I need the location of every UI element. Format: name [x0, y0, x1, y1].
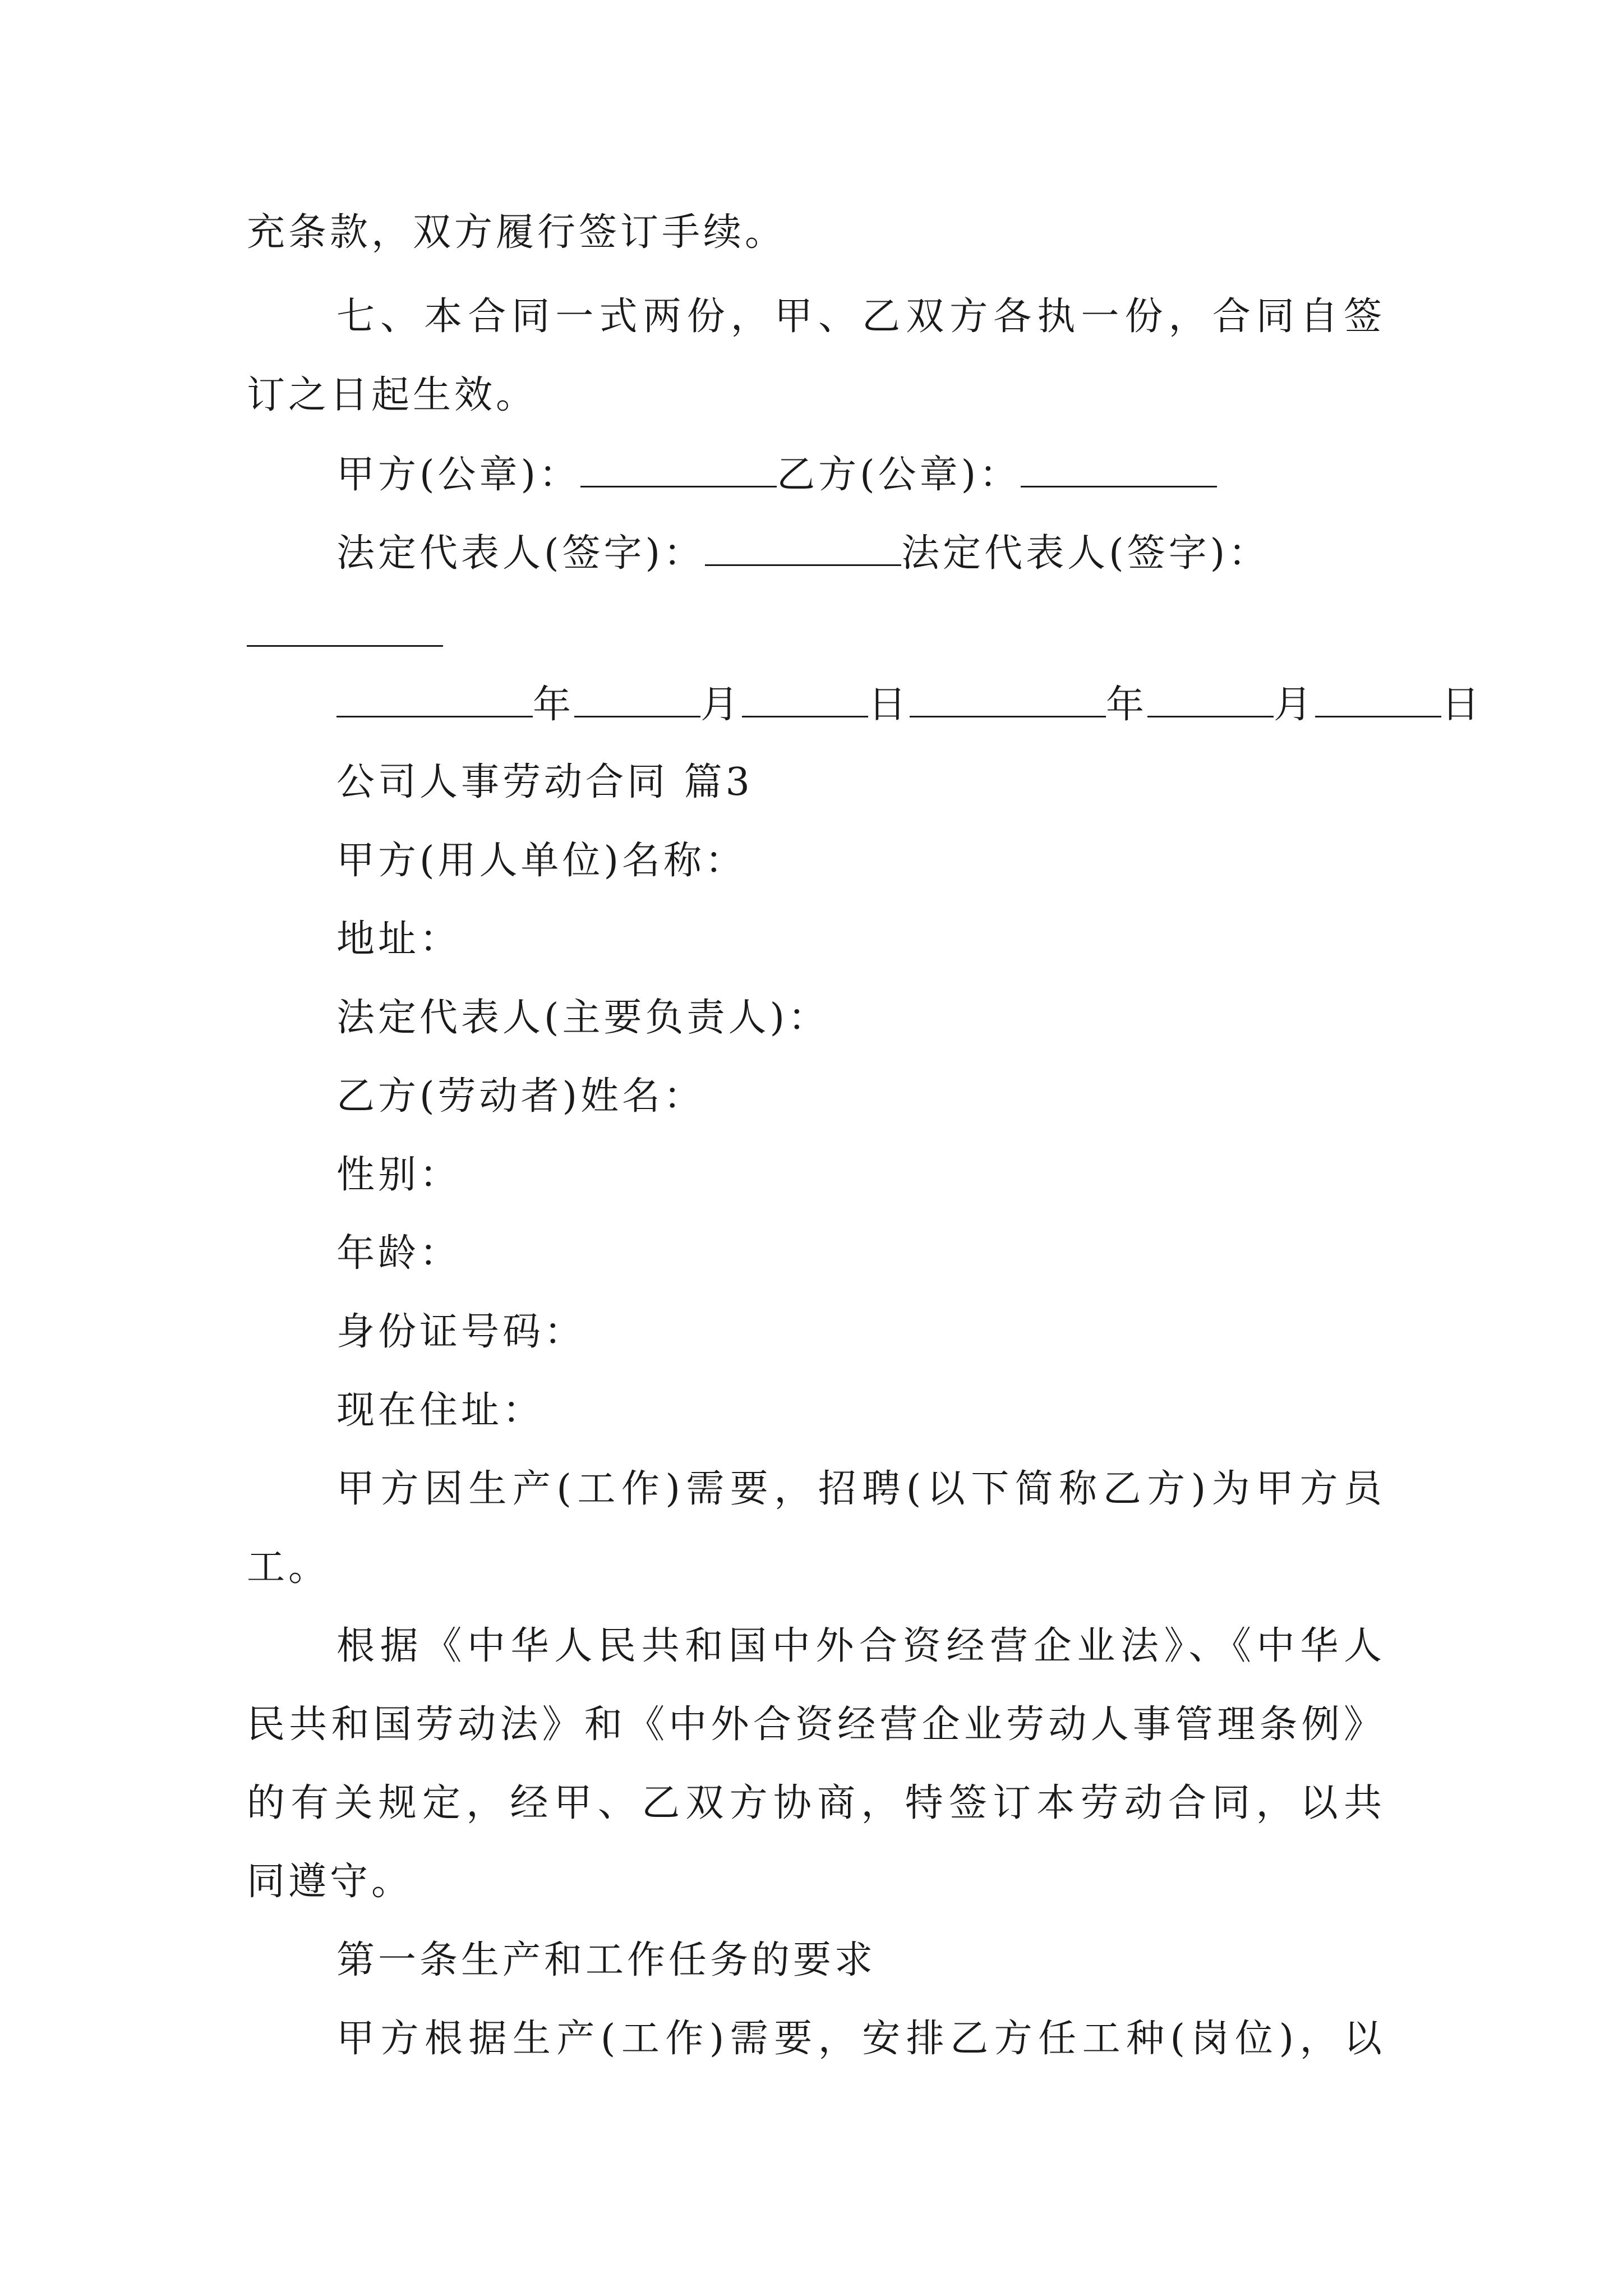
- field-legal-rep: 法定代表人(主要负责人)：: [336, 996, 830, 1040]
- field-id-number: 身份证号码：: [336, 1310, 586, 1354]
- text-line-1: 充条款，双方履行签订手续。: [247, 210, 787, 255]
- field-current-address: 现在住址：: [336, 1388, 545, 1433]
- date-a-month-label: 月: [700, 683, 743, 727]
- seal-line: [336, 449, 1217, 499]
- field-gender: 性别：: [336, 1153, 462, 1197]
- date-a-month-blank[interactable]: [574, 679, 700, 717]
- paragraph-2-line-4: 同遵守。: [247, 1860, 413, 1904]
- party-b-rep-label: 法定代表人(签字)：: [901, 531, 1270, 576]
- date-b-month-label: 月: [1274, 683, 1316, 727]
- paragraph-1-line-1: 甲方因生产(工作)需要，招聘(以下简称乙方)为甲方员: [336, 1467, 1385, 1511]
- field-party-a-name: 甲方(用人单位)名称：: [336, 839, 747, 883]
- date-b-month-blank[interactable]: [1147, 679, 1274, 717]
- article-1-heading: 第一条生产和工作任务的要求: [336, 1938, 877, 1982]
- date-b-year-label: 年: [1106, 683, 1148, 727]
- party-b-rep-blank[interactable]: [247, 645, 443, 647]
- field-address: 地址：: [336, 917, 462, 961]
- section-title: 公司人事劳动合同 篇3: [336, 760, 753, 804]
- field-party-b-name: 乙方(劳动者)姓名：: [336, 1074, 706, 1119]
- date-a-day-blank[interactable]: [742, 679, 868, 717]
- date-a-day-label: 日: [868, 683, 910, 727]
- party-b-seal-label: 乙方(公章)：: [777, 453, 1021, 497]
- party-a-seal-label: 甲方(公章)：: [336, 453, 581, 497]
- date-line: [336, 679, 1483, 729]
- party-a-seal-blank[interactable]: [580, 449, 777, 487]
- date-b-day-label: 日: [1441, 683, 1483, 727]
- party-a-rep-label: 法定代表人(签字)：: [336, 531, 706, 576]
- party-a-rep-blank[interactable]: [705, 527, 901, 566]
- text-line-3: 订之日起生效。: [247, 373, 538, 417]
- text-line-2: 七、本合同一式两份，甲、乙双方各执一份，合同自签: [336, 295, 1385, 339]
- paragraph-3-line-1: 甲方根据生产(工作)需要，安排乙方任工种(岗位)，以: [336, 2017, 1385, 2061]
- paragraph-1-line-2: 工。: [247, 1545, 330, 1590]
- paragraph-2-line-1: 根据《中华人民共和国中外合资经营企业法》、《中华人: [336, 1624, 1385, 1668]
- date-b-day-blank[interactable]: [1315, 679, 1441, 717]
- field-age: 年龄：: [336, 1231, 462, 1276]
- date-a-year-blank[interactable]: [336, 679, 533, 717]
- representative-line: [336, 527, 1270, 578]
- date-a-year-label: 年: [533, 683, 575, 727]
- paragraph-2-line-3: 的有关规定，经甲、乙双方协商，特签订本劳动合同，以共: [247, 1781, 1385, 1825]
- paragraph-2-line-2: 民共和国劳动法》和《中外合资经营企业劳动人事管理条例》: [247, 1703, 1385, 1747]
- party-b-seal-blank[interactable]: [1021, 449, 1217, 487]
- date-b-year-blank[interactable]: [910, 679, 1106, 717]
